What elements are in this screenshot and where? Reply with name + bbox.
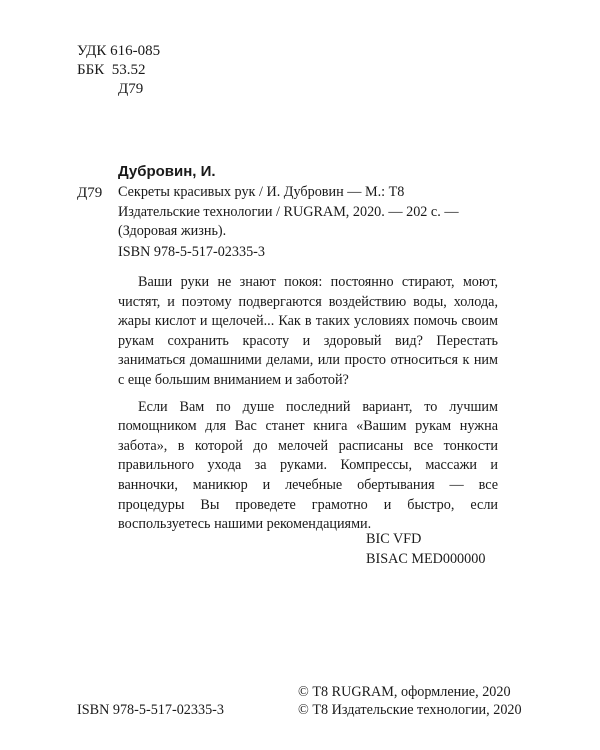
entry-code: Д79 <box>77 185 103 201</box>
copyright-publisher: © Т8 Издательские технологии, 2020 <box>298 702 522 718</box>
annotation <box>118 273 498 535</box>
bibliographic-description: Секреты красивых рук / И. Дубровин — М.: Т8 Издательские технологии / RUGRAM, 2020. — 202 с. — (Здоровая жизнь). <box>118 184 459 240</box>
entry-isbn: ISBN 978-5-517-02335-3 <box>118 244 265 260</box>
udk-code: УДК 616-085 <box>77 43 161 59</box>
bic-code: BIC VFD <box>366 531 422 547</box>
annotation-paragraph-1: Ваши руки не знают покоя: постоянно стирают, моют, чистят, и поэтому подвергаются воздействию воды, холода, жары кислот и щелочей... Как в таких условиях помочь своим рукам сохранить красоту и здоровый вид? Перестать заниматься домашними делами, или просто относиться к ним с еще большим вниманием и заботой? <box>118 274 498 388</box>
bbk-code: ББК 53.52 <box>77 62 146 78</box>
annotation-paragraph-2: Если Вам по душе последний вариант, то лучшим помощником для Вас станет книга «Вашим рукам нужна забота», в которой до мелочей расписаны все тонкости правильного ухода за руками. Компрессы, массажи и ванночки, маникюр и лечебные обертывания — все процедуры Вы проведете грамотно и быстро, если воспользуетесь нашими рекомендациями. <box>118 398 498 533</box>
footer-isbn: ISBN 978-5-517-02335-3 <box>77 702 224 718</box>
copyright-design: © Т8 RUGRAM, оформление, 2020 <box>298 684 511 700</box>
bisac-code: BISAC MED000000 <box>366 551 486 567</box>
author-name: Дубровин, И. <box>118 163 216 180</box>
author-mark: Д79 <box>118 81 144 97</box>
